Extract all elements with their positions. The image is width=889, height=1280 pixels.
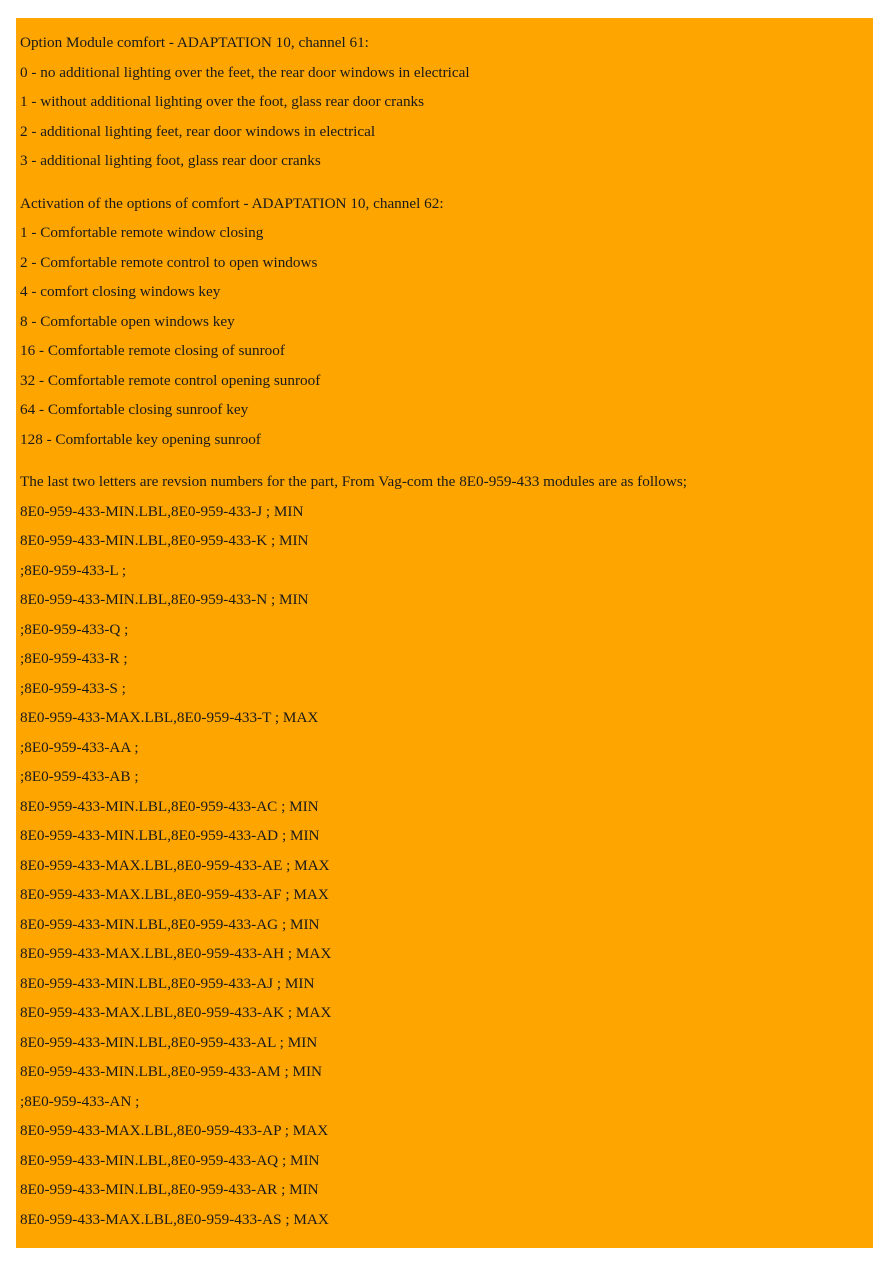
section1-heading: Option Module comfort - ADAPTATION 10, channel 61: [20,34,369,51]
list-item: 8E0-959-433-MIN.LBL,8E0-959-433-N ; MIN [20,591,309,608]
list-item: 8E0-959-433-MAX.LBL,8E0-959-433-AH ; MAX [20,945,332,962]
list-item: 8E0-959-433-MIN.LBL,8E0-959-433-AM ; MIN [20,1063,323,1080]
list-item: 8E0-959-433-MIN.LBL,8E0-959-433-AL ; MIN [20,1033,318,1051]
list-item: 2 - additional lighting feet, rear door windows in electrical [20,122,376,140]
list-item: 8E0-959-433-MAX.LBL,8E0-959-433-AF ; MAX [20,886,329,903]
section3-intro: The last two letters are revsion numbers for the part, From Vag-com the 8E0-959-433 modules are as follows; [20,473,687,490]
list-item: 2 - Comfortable remote control to open windows [20,253,318,271]
list-item: 8E0-959-433-MIN.LBL,8E0-959-433-AG ; MIN [20,915,320,933]
list-item: 8E0-959-433-MIN.LBL,8E0-959-433-AD ; MIN [20,827,320,844]
list-item: 8E0-959-433-MAX.LBL,8E0-959-433-AP ; MAX [20,1122,329,1139]
list-item: 8E0-959-433-MIN.LBL,8E0-959-433-J ; MIN [20,502,304,520]
document-page [16,18,873,1248]
list-item: 8E0-959-433-MAX.LBL,8E0-959-433-AE ; MAX [20,856,330,874]
list-item: ;8E0-959-433-AB ; [20,768,139,785]
list-item: 0 - no additional lighting over the feet, the rear door windows in electrical [20,63,470,81]
list-item: 16 - Comfortable remote closing of sunroof [20,342,285,359]
list-item: ;8E0-959-433-S ; [20,679,126,697]
section2-list [20,218,873,454]
list-item: 8E0-959-433-MAX.LBL,8E0-959-433-AS ; MAX [20,1210,329,1228]
list-item: ;8E0-959-433-AA ; [20,738,139,756]
section2-heading: Activation of the options of comfort - ADAPTATION 10, channel 62: [20,194,444,212]
list-item: 4 - comfort closing windows key [20,283,221,300]
list-item: 3 - additional lighting foot, glass rear door cranks [20,152,321,169]
list-item: 8E0-959-433-MIN.LBL,8E0-959-433-AQ ; MIN [20,1151,320,1169]
list-item: 8E0-959-433-MIN.LBL,8E0-959-433-AR ; MIN [20,1181,319,1198]
list-item: 1 - Comfortable remote window closing [20,224,264,241]
list-item: 8E0-959-433-MIN.LBL,8E0-959-433-K ; MIN [20,532,309,549]
list-item: 1 - without additional lighting over the foot, glass rear door cranks [20,93,425,110]
section1-list [20,58,873,176]
list-item: 8 - Comfortable open windows key [20,312,235,330]
list-item: 128 - Comfortable key opening sunroof [20,430,261,448]
list-item: ;8E0-959-433-AN ; [20,1092,140,1110]
list-item: 8E0-959-433-MIN.LBL,8E0-959-433-AC ; MIN [20,797,319,815]
list-item: ;8E0-959-433-L ; [20,561,127,579]
list-item: 8E0-959-433-MAX.LBL,8E0-959-433-AK ; MAX [20,1004,332,1021]
module-revision-list [20,497,873,1235]
list-item: ;8E0-959-433-Q ; [20,620,129,638]
list-item: 32 - Comfortable remote control opening sunroof [20,371,321,389]
list-item: ;8E0-959-433-R ; [20,650,128,667]
list-item: 64 - Comfortable closing sunroof key [20,401,249,418]
list-item: 8E0-959-433-MIN.LBL,8E0-959-433-AJ ; MIN [20,974,315,992]
list-item: 8E0-959-433-MAX.LBL,8E0-959-433-T ; MAX [20,709,319,726]
